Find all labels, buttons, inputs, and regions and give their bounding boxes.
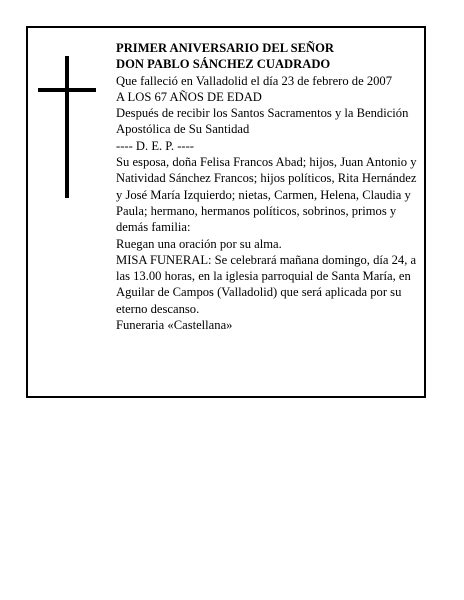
rip-line: ---- D. E. P. ---- bbox=[116, 138, 194, 153]
cross-horizontal-bar bbox=[38, 88, 96, 92]
title-line-1: PRIMER ANIVERSARIO DEL SEÑOR bbox=[116, 41, 334, 55]
cross-icon bbox=[38, 56, 96, 198]
cross-vertical-bar bbox=[65, 56, 69, 198]
mass-paragraph: MISA FUNERAL: Se celebrará mañana domingo, día 24, a las 13.00 horas, en la iglesia parroquial de Santa María, en Aguilar de Campos (Valladolid) que será aplicada por su eterno descanso. bbox=[116, 252, 417, 316]
prayer-line: Ruegan una oración por su alma. bbox=[116, 236, 282, 251]
title-line-2: DON PABLO SÁNCHEZ CUADRADO bbox=[116, 57, 331, 72]
obituary-text bbox=[116, 40, 420, 333]
death-info: Que falleció en Valladolid el día 23 de febrero de 2007 bbox=[116, 73, 393, 88]
obituary-notice bbox=[26, 26, 426, 398]
sacraments-line: Después de recibir los Santos Sacramentos y la Bendición Apostólica de Su Santidad bbox=[116, 106, 409, 137]
age-line: A LOS 67 AÑOS DE EDAD bbox=[116, 89, 262, 104]
family-paragraph: Su esposa, doña Felisa Francos Abad; hijos, Juan Antonio y Natividad Sánchez Francos; hijos políticos, Rita Hernández y José María Izquierdo; nietas, Carmen, Helena, Claudia y Paula; hermano, hermanos políticos, sobrinos, primos y demás familia: bbox=[116, 155, 417, 235]
funeral-home: Funeraria «Castellana» bbox=[116, 318, 233, 333]
